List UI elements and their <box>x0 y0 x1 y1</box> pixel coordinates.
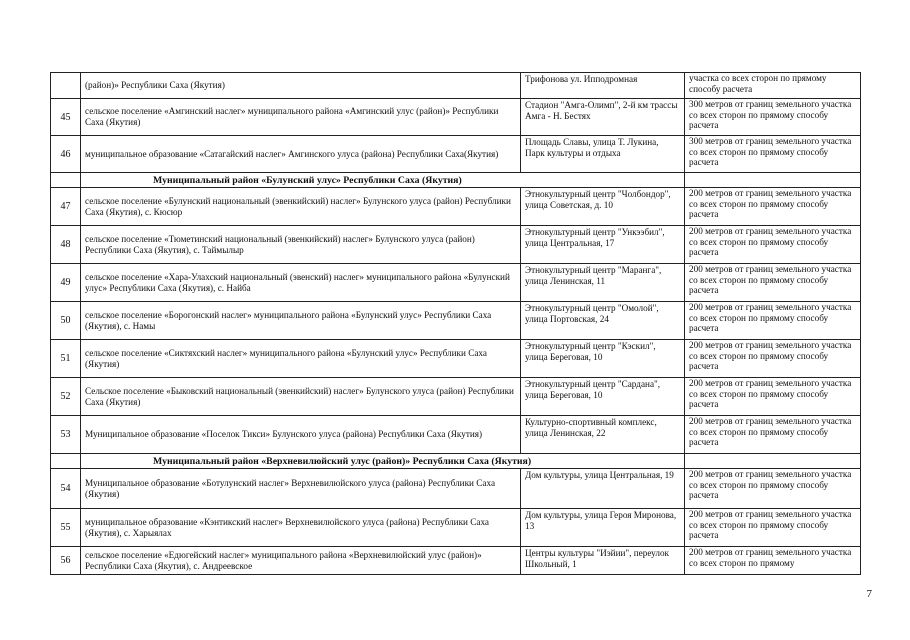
distance-rule: 200 метров от границ земельного участка со всех сторон по прямому способу расчета <box>685 188 861 226</box>
table-row <box>51 226 861 264</box>
settlement-name: муниципальное образование «Кэнтикский наслег» Верхневилюйского улуса (района) Республики Саха (Якутия), с. Харыялах <box>81 509 521 547</box>
row-number: 54 <box>51 469 81 509</box>
settlement-name: Муниципальное образование «Ботулунский наслег» Верхневилюйского улуса (района) Республики Саха (Якутия) <box>81 469 521 509</box>
table-row <box>51 99 861 136</box>
table-row <box>51 302 861 340</box>
table-row <box>51 73 861 99</box>
section-num-cell <box>51 173 81 188</box>
row-number: 47 <box>51 188 81 226</box>
settlement-name: (район)» Республики Саха (Якутия) <box>81 73 521 99</box>
section-title: Муниципальный район «Булунский улус» Республики Саха (Якутия) <box>81 173 685 188</box>
row-number: 56 <box>51 547 81 575</box>
table-body <box>51 73 861 575</box>
distance-rule: 200 метров от границ земельного участка со всех сторон по прямому способу расчета <box>685 340 861 378</box>
distance-rule: 200 метров от границ земельного участка со всех сторон по прямому способу расчета <box>685 226 861 264</box>
table-row <box>51 547 861 575</box>
distance-rule: 200 метров от границ земельного участка со всех сторон по прямому способу расчета <box>685 378 861 416</box>
settlement-name: Сельское поселение «Быковский национальный (эвенкийский) наслег» Булунского улуса (район) Республики Саха (Якутия) <box>81 378 521 416</box>
settlement-name: сельское поселение «Едюгейский наслег» муниципального района «Верхневилюйский улус (район)» Республики Саха (Якутия), с. Андреевское <box>81 547 521 575</box>
settlement-name: сельское поселение «Хара-Улахский национальный (эвенский) наслег» муниципального района «Булунский улус» Республики Саха (Якутия), с. Найба <box>81 264 521 302</box>
settlement-name: Муниципальное образование «Поселок Тикси» Булунского улуса (района) Республики Саха (Якутия) <box>81 416 521 454</box>
table-row <box>51 416 861 454</box>
row-number: 48 <box>51 226 81 264</box>
distance-rule: 200 метров от границ земельного участка со всех сторон по прямому способу расчета <box>685 416 861 454</box>
section-dist-cell <box>685 454 861 469</box>
table-row <box>51 188 861 226</box>
row-number <box>51 73 81 99</box>
table-row <box>51 509 861 547</box>
settlement-name: сельское поселение «Тюметинский национальный (эвенкийский) наслег» Булунского улуса (район) Республики Саха (Якутия), с. Таймылыр <box>81 226 521 264</box>
row-number: 51 <box>51 340 81 378</box>
venue-address: Этнокультурный центр "Ункээбил", улица Центральная, 17 <box>521 226 685 264</box>
page-number: 7 <box>866 588 872 600</box>
venue-address: Этнокультурный центр "Маранга", улица Ленинская, 11 <box>521 264 685 302</box>
venue-address: Этнокультурный центр "Омолой", улица Портовская, 24 <box>521 302 685 340</box>
settlement-name: сельское поселение «Сиктяхский наслег» муниципального района «Булунский улус» Республики Саха (Якутия) <box>81 340 521 378</box>
venue-address: Дом культуры, улица Героя Миронова, 13 <box>521 509 685 547</box>
table-row <box>51 340 861 378</box>
venue-address: Дом культуры, улица Центральная, 19 <box>521 469 685 509</box>
table-row <box>51 378 861 416</box>
settlement-name: сельское поселение «Булунский национальный (эвенкийский) наслег» Булунского улуса (район) Республики Саха (Якутия), с. Кюсюр <box>81 188 521 226</box>
section-header-row <box>51 173 861 188</box>
venue-address: Культурно-спортивный комплекс, улица Ленинская, 22 <box>521 416 685 454</box>
venue-address: Центры культуры "Иэйии", переулок Школьный, 1 <box>521 547 685 575</box>
distance-rule: 200 метров от границ земельного участка со всех сторон по прямому <box>685 547 861 575</box>
row-number: 52 <box>51 378 81 416</box>
section-dist-cell <box>685 173 861 188</box>
settlement-name: сельское поселение «Амгинский наслег» муниципального района «Амгинский улус (район)» Республики Саха (Якутия) <box>81 99 521 136</box>
row-number: 50 <box>51 302 81 340</box>
section-num-cell <box>51 454 81 469</box>
table-row <box>51 264 861 302</box>
row-number: 55 <box>51 509 81 547</box>
table-row <box>51 469 861 509</box>
settlement-name: сельское поселение «Борогонский наслег» муниципального района «Булунский улус» Республики Саха (Якутия), с. Намы <box>81 302 521 340</box>
section-title: Муниципальный район «Верхневилюйский улус (район)» Республики Саха (Якутия) <box>81 454 685 469</box>
distance-rule: 200 метров от границ земельного участка со всех сторон по прямому способу расчета <box>685 302 861 340</box>
distance-rule: 200 метров от границ земельного участка со всех сторон по прямому способу расчета <box>685 469 861 509</box>
row-number: 49 <box>51 264 81 302</box>
section-header-row <box>51 454 861 469</box>
table-row <box>51 136 861 173</box>
venue-address: Этнокультурный центр "Кэскил", улица Береговая, 10 <box>521 340 685 378</box>
venue-address: Этнокультурный центр "Чолбондор", улица Советская, д. 10 <box>521 188 685 226</box>
row-number: 45 <box>51 99 81 136</box>
distance-rule: 300 метров от границ земельного участка со всех сторон по прямому способу расчета <box>685 136 861 173</box>
venue-address: Этнокультурный центр "Сардана", улица Береговая, 10 <box>521 378 685 416</box>
distance-rule: участка со всех сторон по прямому способу расчета <box>685 73 861 99</box>
settlements-table <box>50 72 861 575</box>
row-number: 53 <box>51 416 81 454</box>
row-number: 46 <box>51 136 81 173</box>
distance-rule: 200 метров от границ земельного участка со всех сторон по прямому способу расчета <box>685 264 861 302</box>
distance-rule: 300 метров от границ земельного участка со всех сторон по прямому способу расчета <box>685 99 861 136</box>
venue-address: Площадь Славы, улица Т. Лукина, Парк культуры и отдыха <box>521 136 685 173</box>
distance-rule: 200 метров от границ земельного участка со всех сторон по прямому способу расчета <box>685 509 861 547</box>
venue-address: Стадион "Амга-Олимп", 2-й км трассы Амга - Н. Бестях <box>521 99 685 136</box>
venue-address: Трифонова ул. Ипподромная <box>521 73 685 99</box>
settlement-name: муниципальное образование «Сатагайский наслег» Амгинского улуса (района) Республики Саха(Якутия) <box>81 136 521 173</box>
